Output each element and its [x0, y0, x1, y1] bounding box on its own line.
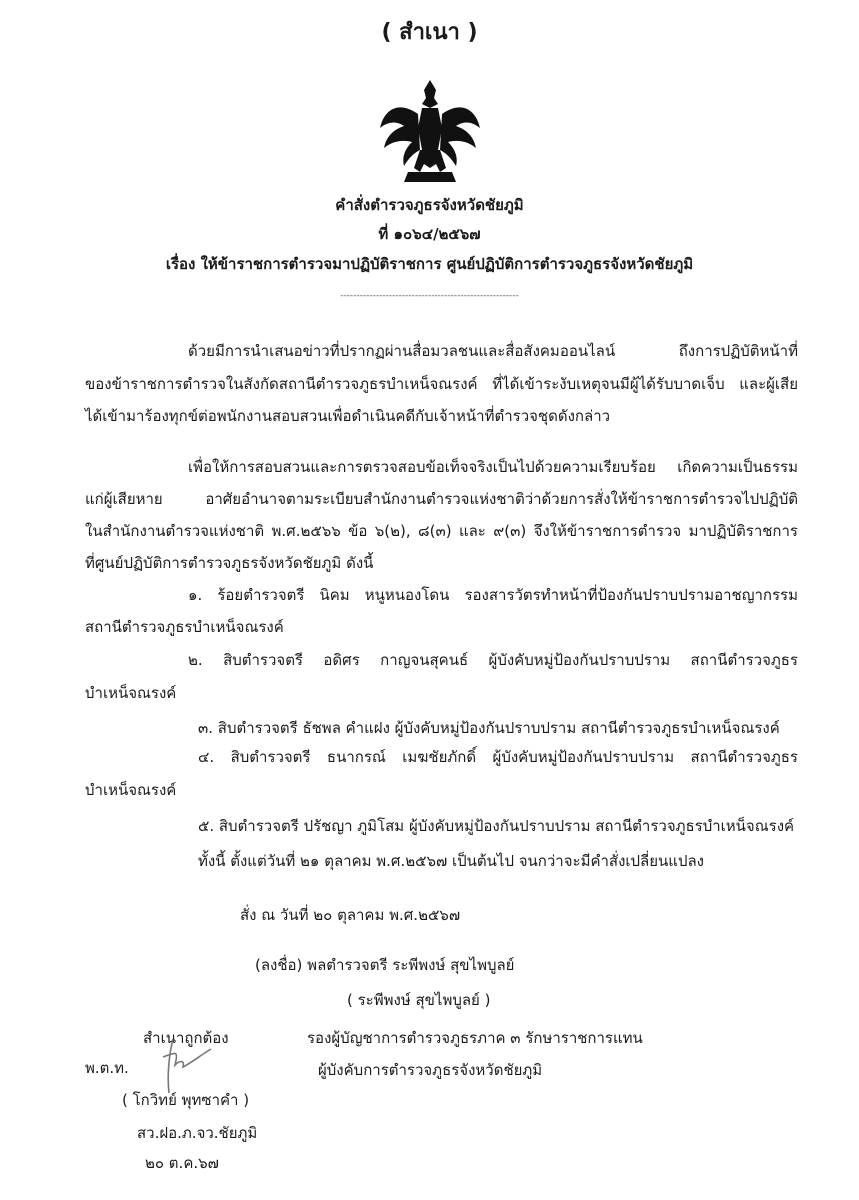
list-item-3: ๓. สิบตำรวจตรี ธัชพล คำแฝง ผู้บังคับหมู่ป้องกันปราบปราม สถานีตำรวจภูธรบำเหน็จณรงค์ — [198, 719, 780, 737]
order-date: สั่ง ณ วันที่ ๒๐ ตุลาคม พ.ศ.๒๕๖๗ — [240, 906, 461, 924]
handwritten-signature — [145, 1035, 215, 1097]
certification-date: ๒๐ ต.ค.๖๗ — [145, 1154, 219, 1172]
signatory-name: ( ระพีพงษ์ สุขไพบูลย์ ) — [347, 991, 491, 1009]
paragraph2-line: แก่ผู้เสียหาย อาศัยอำนาจตามระเบียบสำนักงานตำรวจแห่งชาติว่าด้วยการสั่งให้ข้าราชการตำรวจไปปฏิบัติ — [85, 490, 798, 508]
copy-label: ( สำเนา ) — [381, 20, 478, 45]
header-divider: ------------------------------------------------------- — [340, 291, 519, 301]
garuda-emblem — [378, 80, 482, 188]
list-item-4: ๔. สิบตำรวจตรี ธนากรณ์ เมฆชัยภักดิ์ ผู้บังคับหมู่ป้องกันปราบปราม สถานีตำรวจภูธร — [198, 748, 798, 766]
order-number: ที่ ๑๐๖๔/๒๕๖๗ — [378, 225, 481, 243]
signatory-signed: (ลงชื่อ) พลตำรวจตรี ระพีพงษ์ สุขไพบูลย์ — [255, 956, 515, 974]
order-issuer: คำสั่งตำรวจภูธรจังหวัดชัยภูมิ — [335, 196, 524, 214]
paragraph2-line: ที่ศูนย์ปฏิบัติการตำรวจภูธรจังหวัดชัยภูมิ ดังนี้ — [85, 554, 374, 572]
certifier-rank: พ.ต.ท. — [85, 1059, 129, 1077]
paragraph2-line: ในสำนักงานตำรวจแห่งชาติ พ.ศ.๒๕๖๖ ข้อ ๖(๒), ๘(๓) และ ๙(๓) จึงให้ข้าราชการตำรวจ มาปฏิบัติราชการ — [85, 522, 798, 540]
certifier-position: สว.ฝอ.ภ.จว.ชัยภูมิ — [137, 1124, 258, 1142]
effective-date: ทั้งนี้ ตั้งแต่วันที่ ๒๑ ตุลาคม พ.ศ.๒๕๖๗ เป็นต้นไป จนกว่าจะมีคำสั่งเปลี่ยนแปลง — [198, 852, 704, 870]
order-subject: เรื่อง ให้ข้าราชการตำรวจมาปฏิบัติราชการ ศูนย์ปฏิบัติการตำรวจภูธรจังหวัดชัยภูมิ — [165, 255, 694, 273]
list-item-1-cont: สถานีตำรวจภูธรบำเหน็จณรงค์ — [85, 618, 284, 636]
list-item-4-cont: บำเหน็จณรงค์ — [85, 781, 177, 799]
paragraph1-line: ของข้าราชการตำรวจในสังกัดสถานีตำรวจภูธรบำเหน็จณรงค์ ที่ได้เข้าระงับเหตุจนมีผู้ได้รับบาดเจ็บ และผู้เสีย — [85, 375, 798, 393]
list-item-1: ๑. ร้อยตำรวจตรี นิคม หนูหนองโดน รองสารวัตรทำหน้าที่ป้องกันปราบปรามอาชญากรรม — [188, 586, 798, 604]
certifier-name: ( โกวิทย์ พุทซาคำ ) — [122, 1091, 250, 1109]
paragraph2-line: เพื่อให้การสอบสวนและการตรวจสอบข้อเท็จจริงเป็นไปด้วยความเรียบร้อย เกิดความเป็นธรรม — [188, 458, 798, 476]
certified-copy-label: สำเนาถูกต้อง — [143, 1029, 229, 1047]
paragraph1-line: ด้วยมีการนำเสนอข่าวที่ปรากฏผ่านสื่อมวลชนและสื่อสังคมออนไลน์ ถึงการปฏิบัติหน้าที่ — [188, 342, 798, 360]
list-item-5: ๕. สิบตำรวจตรี ปรัชญา ภูมิโสม ผู้บังคับหมู่ป้องกันปราบปราม สถานีตำรวจภูธรบำเหน็จณรงค์ — [198, 817, 795, 835]
list-item-2: ๒. สิบตำรวจตรี อดิศร กาญจนสุคนธ์ ผู้บังคับหมู่ป้องกันปราบปราม สถานีตำรวจภูธร — [188, 651, 798, 669]
signatory-position: รองผู้บัญชาการตำรวจภูธรภาค ๓ รักษาราชการแทน — [307, 1029, 643, 1047]
signatory-position-2: ผู้บังคับการตำรวจภูธรจังหวัดชัยภูมิ — [318, 1061, 543, 1079]
paragraph1-line: ได้เข้ามาร้องทุกข์ต่อพนักงานสอบสวนเพื่อดำเนินคดีกับเจ้าหน้าที่ตำรวจชุดดังกล่าว — [85, 407, 611, 425]
list-item-2-cont: บำเหน็จณรงค์ — [85, 684, 177, 702]
